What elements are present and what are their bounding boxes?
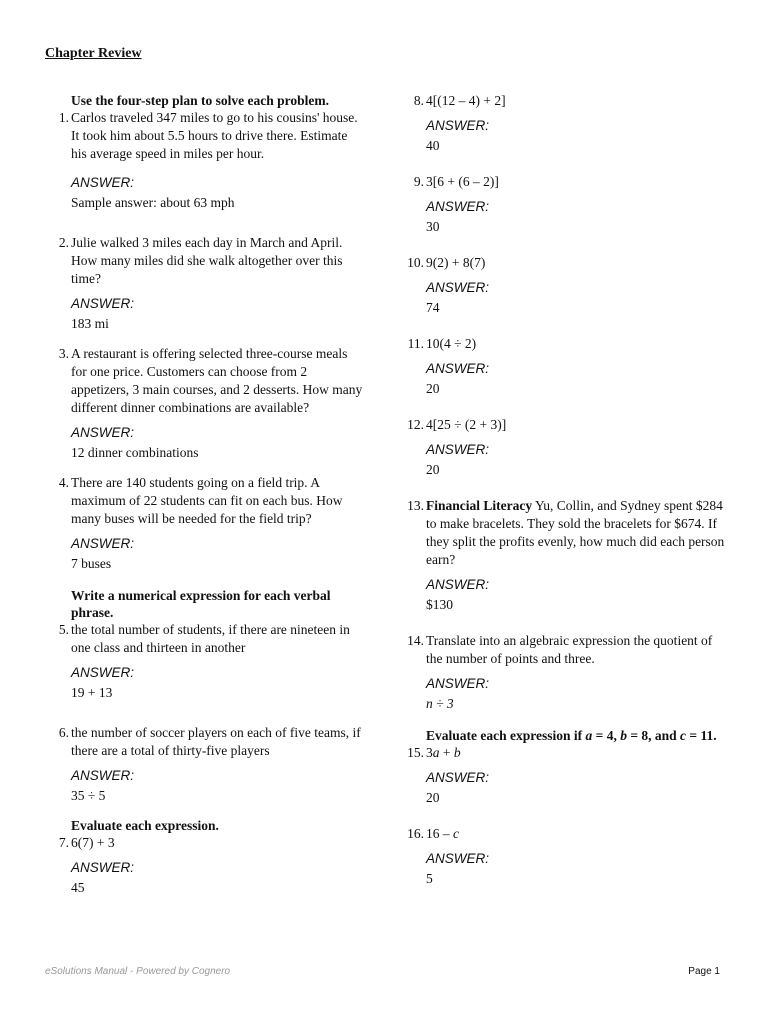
answer-value: n ÷ 3 xyxy=(426,696,454,711)
problem-text: 4[25 ÷ (2 + 3)] xyxy=(426,417,507,432)
answer-label: ANSWER: xyxy=(71,425,135,440)
answer-value: $130 xyxy=(426,597,453,612)
var-a: a xyxy=(432,745,440,760)
problem-number: 5. xyxy=(58,622,69,637)
problem-text: There are 140 students going on a field trip. A maximum of 22 students can fit on each bus. How many buses will be needed for the field trip? xyxy=(71,475,343,526)
section-heading xyxy=(426,727,730,744)
problem-number: 13. xyxy=(407,498,424,513)
answer-value: Sample answer: about 63 mph xyxy=(71,195,235,210)
answer-value: 5 xyxy=(426,871,433,886)
section-heading: Use the four-step plan to solve each problem. xyxy=(71,93,329,108)
problem-number: 9. xyxy=(413,174,424,189)
section-heading: Write a numerical expression for each verbal phrase. xyxy=(71,588,331,620)
answer-label: ANSWER: xyxy=(71,860,135,875)
page-title: Chapter Review xyxy=(45,46,142,61)
problem-8 xyxy=(400,92,730,110)
answer-label: ANSWER: xyxy=(71,296,135,311)
problem-number: 10. xyxy=(407,255,424,270)
heading-text: Evaluate each expression if xyxy=(426,728,586,743)
problem-text: 4[(12 – 4) + 2] xyxy=(426,93,506,108)
problem-text: Translate into an algebraic expression the quotient of the number of points and three. xyxy=(426,633,713,666)
problem-number: 16. xyxy=(407,826,424,841)
var-b: b xyxy=(453,745,461,760)
problem-number: 14. xyxy=(407,633,424,648)
problem-number: 3. xyxy=(58,346,69,361)
answer-value: 35 ÷ 5 xyxy=(71,788,106,803)
answer-label: ANSWER: xyxy=(71,175,135,190)
answer-value: 45 xyxy=(71,880,85,895)
answer-value: 74 xyxy=(426,300,440,315)
problem-number: 6. xyxy=(58,725,69,740)
section-heading: Evaluate each expression. xyxy=(71,818,219,833)
heading-text: = 11. xyxy=(686,728,717,743)
problem-number: 4. xyxy=(58,475,69,490)
answer-label: ANSWER: xyxy=(426,442,490,457)
problem-7 xyxy=(56,834,366,852)
problem-1 xyxy=(56,109,366,163)
problem-number: 7. xyxy=(58,835,69,850)
right-column xyxy=(400,92,730,888)
heading-text: = 4, xyxy=(592,728,621,743)
var-c: c xyxy=(453,826,459,841)
problem-text: A restaurant is offering selected three-course meals for one price. Customers can choose from 2 appetizers, 3 main courses, and 2 desserts. How many different dinner combinations are available? xyxy=(71,346,363,415)
answer-label: ANSWER: xyxy=(71,768,135,783)
problem-text: 3 xyxy=(426,745,433,760)
problem-number: 12. xyxy=(407,417,424,432)
answer-label: ANSWER: xyxy=(71,665,135,680)
page-number: Page 1 xyxy=(688,966,720,977)
problem-text: 16 – xyxy=(426,826,453,841)
answer-label: ANSWER: xyxy=(71,536,135,551)
problem-13 xyxy=(400,497,730,569)
answer-label: ANSWER: xyxy=(426,118,490,133)
answer-value: 20 xyxy=(426,381,440,396)
problem-11 xyxy=(400,335,730,353)
answer-label: ANSWER: xyxy=(426,851,490,866)
answer-value: 7 buses xyxy=(71,556,112,571)
problem-text: Julie walked 3 miles each day in March and April. How many miles did she walk altogether over this time? xyxy=(71,235,343,286)
answer-label: ANSWER: xyxy=(426,361,490,376)
problem-text: 10(4 ÷ 2) xyxy=(426,336,477,351)
var-a: a xyxy=(585,728,593,743)
problem-3 xyxy=(56,345,366,417)
problem-text: Yu, Collin, and Sydney spent $284 to make bracelets. They sold the bracelets for $674. If they split the profits evenly, how much did each person earn? xyxy=(426,498,725,567)
problem-text: 3[6 + (6 – 2)] xyxy=(426,174,499,189)
topic-label: Financial Literacy xyxy=(426,498,533,513)
problem-12 xyxy=(400,416,730,434)
problem-14 xyxy=(400,632,730,668)
heading-text: = 8, and xyxy=(626,728,681,743)
problem-text: the total number of students, if there are nineteen in one class and thirteen in another xyxy=(71,622,350,655)
answer-value: 12 dinner combinations xyxy=(71,445,199,460)
footer-credit: eSolutions Manual - Powered by Cognero xyxy=(45,966,231,977)
answer-value: 20 xyxy=(426,462,440,477)
problem-number: 8. xyxy=(413,93,424,108)
problem-10 xyxy=(400,254,730,272)
problem-2 xyxy=(56,234,366,288)
answer-label: ANSWER: xyxy=(426,280,490,295)
answer-value: 30 xyxy=(426,219,440,234)
answer-label: ANSWER: xyxy=(426,199,490,214)
problem-9 xyxy=(400,173,730,191)
answer-label: ANSWER: xyxy=(426,770,490,785)
answer-label: ANSWER: xyxy=(426,577,490,592)
var-c: c xyxy=(680,728,687,743)
answer-value: 19 + 13 xyxy=(71,685,113,700)
problem-text: the number of soccer players on each of five teams, if there are a total of thirty-five players xyxy=(71,725,361,758)
problem-text: Carlos traveled 347 miles to go to his cousins' house. It took him about 5.5 hours to drive there. Estimate his average speed in miles per hour. xyxy=(71,110,358,161)
problem-number: 1. xyxy=(58,110,69,125)
answer-value: 183 mi xyxy=(71,316,109,331)
problem-number: 11. xyxy=(407,336,424,351)
problem-text: + xyxy=(439,745,454,760)
problem-5 xyxy=(56,621,366,657)
problem-number: 15. xyxy=(407,745,424,760)
problem-15 xyxy=(400,744,730,762)
answer-value: 20 xyxy=(426,790,440,805)
problem-text: 6(7) + 3 xyxy=(71,835,115,850)
left-column xyxy=(56,92,366,897)
answer-label: ANSWER: xyxy=(426,676,490,691)
var-b: b xyxy=(620,728,627,743)
problem-number: 2. xyxy=(58,235,69,250)
problem-text: 9(2) + 8(7) xyxy=(426,255,486,270)
answer-value: 40 xyxy=(426,138,440,153)
problem-16 xyxy=(400,825,730,843)
problem-6 xyxy=(56,724,366,760)
problem-4 xyxy=(56,474,366,528)
